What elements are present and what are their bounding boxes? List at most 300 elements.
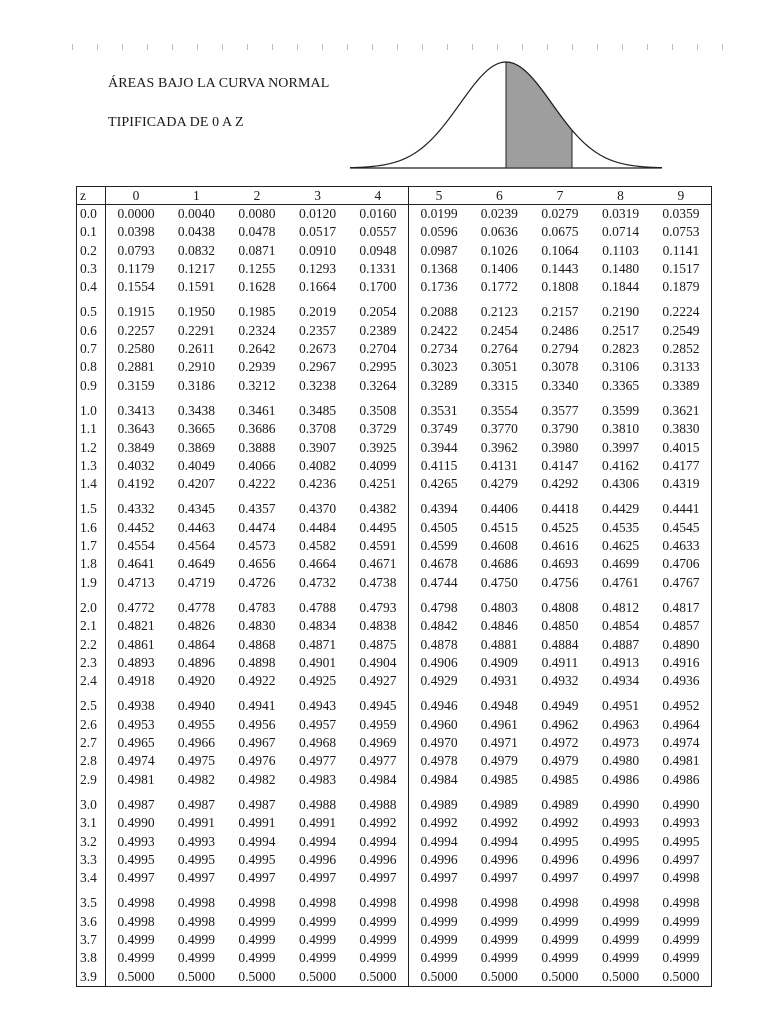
area-value-cell: 0.4834 [299,618,337,634]
z-value-cell: 3.1 [77,814,106,832]
area-value-cell: 0.4940 [177,698,215,714]
area-value-cell: 0.4890 [662,636,700,652]
area-value-cell: 0.3686 [238,421,276,437]
scan-tick [97,44,98,50]
table-row [77,771,712,789]
area-value-cell: 0.3869 [177,439,215,455]
scan-tick [447,44,448,50]
area-value-cell: 0.2642 [238,341,276,357]
area-value-cell: 0.4955 [177,716,215,732]
table-row [77,223,712,241]
area-value-cell: 0.4987 [117,796,155,812]
area-value-cell: 0.2257 [117,322,155,338]
area-value-cell: 0.4744 [420,574,458,590]
table-row [77,278,712,296]
area-value-cell: 0.4985 [480,771,518,787]
area-value-cell: 0.4279 [480,476,518,492]
area-value-cell: 0.3438 [177,402,215,418]
table-row [77,377,712,395]
scan-tick [672,44,673,50]
area-value-cell: 0.4916 [662,654,700,670]
scan-tick [572,44,573,50]
area-value-cell: 0.4978 [420,753,458,769]
area-value-cell: 0.4996 [348,851,409,869]
area-value-cell: 0.4999 [601,913,640,929]
area-value-cell: 0.4778 [177,599,215,615]
z-value-cell: 0.2 [77,242,106,260]
area-value-cell: 0.4909 [480,654,518,670]
group-spacer [77,395,712,402]
area-value-cell: 0.4854 [601,618,640,634]
area-value-cell: 0.4989 [541,796,579,812]
scan-tick [497,44,498,50]
area-value-cell: 0.4992 [541,815,579,831]
area-value-cell: 0.4987 [177,796,215,812]
area-value-cell: 0.1700 [348,278,409,296]
area-value-cell: 0.3264 [348,377,409,395]
area-value-cell: 0.4999 [117,931,155,947]
z-value-cell: 3.2 [77,833,106,851]
area-value-cell: 0.0871 [238,242,276,258]
area-value-cell: 0.5000 [420,968,458,984]
area-value-cell: 0.4977 [299,753,337,769]
area-value-cell: 0.3413 [117,402,155,418]
area-value-cell: 0.4973 [601,735,640,751]
area-value-cell: 0.4783 [238,599,276,615]
area-value-cell: 0.1443 [541,260,579,276]
area-value-cell: 0.5000 [541,968,579,984]
area-value-cell: 0.4972 [541,735,579,751]
table-row [77,617,712,635]
area-value-cell: 0.4985 [541,771,579,787]
area-value-cell: 0.4998 [299,895,337,911]
area-value-cell: 0.3159 [117,377,155,393]
area-value-cell: 0.4846 [480,618,518,634]
area-value-cell: 0.5000 [238,968,276,984]
area-value-cell: 0.4934 [601,673,640,689]
area-value-cell: 0.1915 [117,304,155,320]
area-value-cell: 0.4925 [299,673,337,689]
area-value-cell: 0.4988 [348,796,409,814]
area-value-cell: 0.4965 [117,735,155,751]
area-value-cell: 0.4115 [420,457,458,473]
table-row [77,475,712,493]
area-value-cell: 0.3849 [117,439,155,455]
area-value-cell: 0.4495 [348,519,409,537]
group-spacer [77,592,712,599]
area-value-cell: 0.0040 [177,206,215,221]
area-value-cell: 0.0910 [299,242,337,258]
area-value-cell: 0.1950 [177,304,215,320]
area-value-cell: 0.4713 [117,574,155,590]
area-value-cell: 0.1064 [541,242,579,258]
area-value-cell: 0.5000 [480,968,518,984]
scan-tick [322,44,323,50]
z-value-cell: 2.0 [77,599,106,617]
area-value-cell: 0.1103 [602,242,639,258]
z-value-cell: 2.6 [77,716,106,734]
area-value-cell: 0.4826 [177,618,215,634]
scan-tick [72,44,73,50]
area-value-cell: 0.4953 [117,716,155,732]
table-row [77,752,712,770]
area-value-cell: 0.2611 [178,341,215,357]
area-value-cell: 0.4830 [238,618,276,634]
area-value-cell: 0.3980 [541,439,579,455]
area-value-cell: 0.4726 [238,574,276,590]
z-value-cell: 0.1 [77,223,106,241]
area-value-cell: 0.4756 [541,574,579,590]
area-value-cell: 0.4842 [420,618,458,634]
area-value-cell: 0.3186 [177,377,215,393]
z-value-cell: 3.9 [77,968,106,987]
area-value-cell: 0.4997 [601,870,640,886]
area-value-cell: 0.4997 [662,851,700,867]
area-value-cell: 0.4875 [348,636,409,654]
area-value-cell: 0.4991 [177,815,215,831]
area-value-cell: 0.3365 [601,377,640,393]
area-value-cell: 0.4945 [348,697,409,715]
area-value-cell: 0.4750 [480,574,518,590]
area-value-cell: 0.4982 [238,771,276,787]
area-value-cell: 0.4881 [480,636,518,652]
header-row [77,187,712,205]
area-value-cell: 0.4971 [480,735,518,751]
area-value-cell: 0.4997 [420,870,458,886]
area-value-cell: 0.0793 [117,242,155,258]
z-value-cell: 3.7 [77,931,106,949]
area-value-cell: 0.4977 [348,752,409,770]
area-value-cell: 0.4998 [480,895,518,911]
area-value-cell: 0.1628 [238,279,276,295]
area-value-cell: 0.4999 [299,931,337,947]
area-value-cell: 0.4992 [480,815,518,831]
scan-tick [422,44,423,50]
area-value-cell: 0.5000 [117,968,155,984]
area-value-cell: 0.0160 [348,205,409,224]
area-value-cell: 0.4999 [601,950,640,966]
area-value-cell: 0.4999 [348,913,409,931]
scan-tick [147,44,148,50]
table-row [77,358,712,376]
header-col: 5 [408,187,469,205]
area-value-cell: 0.2157 [541,304,579,320]
area-value-cell: 0.4772 [117,599,155,615]
z-value-cell: 2.3 [77,654,106,672]
area-value-cell: 0.2734 [420,341,458,357]
z-value-cell: 0.3 [77,260,106,278]
area-value-cell: 0.4545 [662,519,700,535]
area-value-cell: 0.4984 [420,771,458,787]
area-value-cell: 0.4992 [348,814,409,832]
area-value-cell: 0.4505 [420,519,458,535]
area-value-cell: 0.4808 [541,599,579,615]
z-value-cell: 3.5 [77,894,106,912]
area-value-cell: 0.1406 [480,260,518,276]
area-value-cell: 0.2088 [420,304,458,320]
table-row [77,555,712,573]
table-row [77,672,712,690]
area-value-cell: 0.3051 [480,359,518,375]
area-value-cell: 0.4999 [177,950,215,966]
area-value-cell: 0.2422 [420,322,458,338]
area-value-cell: 0.4920 [177,673,215,689]
area-value-cell: 0.4975 [177,753,215,769]
table-row [77,851,712,869]
area-value-cell: 0.4999 [238,931,276,947]
area-value-cell: 0.4999 [177,931,215,947]
area-value-cell: 0.4989 [420,796,458,812]
area-value-cell: 0.0359 [662,206,700,221]
area-value-cell: 0.4981 [117,771,155,787]
area-value-cell: 0.4999 [662,913,700,929]
z-value-cell: 0.6 [77,322,106,340]
area-value-cell: 0.4463 [177,519,215,535]
area-value-cell: 0.4996 [299,851,337,867]
area-value-cell: 0.4066 [238,457,276,473]
area-value-cell: 0.4793 [348,599,409,617]
area-value-cell: 0.4993 [177,833,215,849]
area-value-cell: 0.4370 [299,501,337,517]
area-value-cell: 0.4357 [238,501,276,517]
area-value-cell: 0.1879 [662,279,700,295]
z-value-cell: 2.8 [77,752,106,770]
area-value-cell: 0.4884 [541,636,579,652]
area-value-cell: 0.0596 [420,224,458,240]
header-col: 3 [287,187,348,205]
area-value-cell: 0.2881 [117,359,155,375]
area-value-cell: 0.4918 [117,673,155,689]
area-value-cell: 0.4474 [238,519,276,535]
area-value-cell: 0.2823 [601,341,640,357]
area-value-cell: 0.4599 [420,538,458,554]
area-value-cell: 0.4999 [601,931,640,947]
area-value-cell: 0.2967 [299,359,337,375]
area-value-cell: 0.4236 [299,476,337,492]
area-value-cell: 0.0832 [177,242,215,258]
area-value-cell: 0.4484 [299,519,337,535]
area-value-cell: 0.4998 [117,895,155,911]
z-table [76,186,712,987]
table-row [77,931,712,949]
area-value-cell: 0.4961 [480,716,518,732]
area-value-cell: 0.4591 [348,537,409,555]
area-value-cell: 0.3023 [420,359,458,375]
area-value-cell: 0.0987 [420,242,458,258]
area-value-cell: 0.4992 [420,815,458,831]
header-z: z [77,187,106,205]
area-value-cell: 0.4966 [177,735,215,751]
area-value-cell: 0.4969 [348,734,409,752]
area-value-cell: 0.4906 [420,654,458,670]
area-value-cell: 0.4994 [348,833,409,851]
scan-tick [297,44,298,50]
area-value-cell: 0.4979 [541,753,579,769]
area-value-cell: 0.4997 [238,870,276,886]
area-value-cell: 0.4999 [420,950,458,966]
area-value-cell: 0.4608 [480,538,518,554]
area-value-cell: 0.2673 [299,341,337,357]
z-value-cell: 3.6 [77,913,106,931]
scan-tick [597,44,598,50]
area-value-cell: 0.0557 [348,223,409,241]
table-row [77,949,712,967]
area-value-cell: 0.4767 [662,574,700,590]
scan-tick [222,44,223,50]
area-value-cell: 0.4678 [420,556,458,572]
area-value-cell: 0.4015 [662,439,700,455]
area-value-cell: 0.3289 [420,377,458,393]
scan-tick [397,44,398,50]
group-spacer [77,789,712,796]
area-value-cell: 0.0080 [238,206,276,221]
area-value-cell: 0.3944 [420,439,458,455]
area-value-cell: 0.2517 [601,322,640,338]
area-value-cell: 0.4999 [480,931,518,947]
area-value-cell: 0.4999 [480,950,518,966]
area-value-cell: 0.1985 [238,304,276,320]
area-value-cell: 0.4998 [177,913,215,929]
area-value-cell: 0.4998 [117,913,155,929]
area-value-cell: 0.4993 [117,833,155,849]
area-value-cell: 0.4838 [348,617,409,635]
area-value-cell: 0.4995 [238,851,276,867]
area-value-cell: 0.4995 [177,851,215,867]
area-value-cell: 0.3389 [662,377,700,393]
area-value-cell: 0.2939 [238,359,276,375]
area-value-cell: 0.4999 [541,931,579,947]
area-value-cell: 0.4251 [348,475,409,493]
area-value-cell: 0.4131 [480,457,518,473]
area-value-cell: 0.3643 [117,421,155,437]
area-value-cell: 0.4564 [177,538,215,554]
area-value-cell: 0.0753 [662,224,700,240]
area-value-cell: 0.4998 [177,895,215,911]
area-value-cell: 0.4850 [541,618,579,634]
area-value-cell: 0.4738 [348,574,409,592]
area-value-cell: 0.4995 [601,833,640,849]
area-value-cell: 0.4991 [238,815,276,831]
area-value-cell: 0.4984 [348,771,409,789]
table-row [77,340,712,358]
area-value-cell: 0.0438 [177,224,215,240]
area-value-cell: 0.3485 [299,402,337,418]
area-value-cell: 0.4406 [480,501,518,517]
area-value-cell: 0.3665 [177,421,215,437]
area-value-cell: 0.4821 [117,618,155,634]
area-value-cell: 0.3461 [238,402,276,418]
area-value-cell: 0.3554 [480,402,518,418]
z-value-cell: 1.6 [77,519,106,537]
z-value-cell: 1.3 [77,457,106,475]
header-col: 8 [590,187,651,205]
area-value-cell: 0.4938 [117,698,155,714]
area-value-cell: 0.4999 [348,931,409,949]
table-row [77,322,712,340]
area-value-cell: 0.4049 [177,457,215,473]
area-value-cell: 0.4999 [348,949,409,967]
area-value-cell: 0.4207 [177,476,215,492]
area-value-cell: 0.4868 [238,636,276,652]
area-value-cell: 0.3078 [541,359,579,375]
area-value-cell: 0.4429 [601,501,640,517]
z-value-cell: 1.7 [77,537,106,555]
area-value-cell: 0.4099 [348,457,409,475]
scan-tick [272,44,273,50]
area-value-cell: 0.4441 [662,501,700,517]
area-value-cell: 0.3770 [480,421,518,437]
area-value-cell: 0.4974 [662,735,700,751]
area-value-cell: 0.4989 [480,796,518,812]
area-value-cell: 0.4812 [601,599,640,615]
area-value-cell: 0.4803 [480,599,518,615]
area-value-cell: 0.2054 [348,303,409,321]
area-value-cell: 0.2019 [299,304,337,320]
area-value-cell: 0.3997 [601,439,640,455]
area-value-cell: 0.4999 [117,950,155,966]
area-value-cell: 0.2357 [299,322,337,338]
z-value-cell: 1.0 [77,402,106,420]
area-value-cell: 0.5000 [177,968,215,984]
table-row [77,796,712,814]
area-value-cell: 0.4998 [348,894,409,912]
area-value-cell: 0.2910 [177,359,215,375]
area-value-cell: 0.4936 [662,673,700,689]
scan-tick [647,44,648,50]
table-row [77,654,712,672]
area-value-cell: 0.4999 [541,913,579,929]
area-value-cell: 0.4788 [299,599,337,615]
area-value-cell: 0.4997 [348,869,409,887]
area-value-cell: 0.4970 [420,735,458,751]
scan-border-ticks [72,44,722,52]
area-value-cell: 0.4345 [177,501,215,517]
scan-tick [472,44,473,50]
area-value-cell: 0.4693 [541,556,579,572]
area-value-cell: 0.4931 [480,673,518,689]
area-value-cell: 0.4649 [177,556,215,572]
area-value-cell: 0.4952 [662,698,700,714]
table-body [77,205,712,987]
header-col: 1 [166,187,227,205]
table-row [77,242,712,260]
table-row [77,894,712,912]
area-value-cell: 0.1772 [480,279,518,295]
table-row [77,402,712,420]
scan-tick [722,44,723,50]
area-value-cell: 0.4671 [348,555,409,573]
area-value-cell: 0.2123 [480,304,518,320]
area-value-cell: 0.4994 [238,833,276,849]
area-value-cell: 0.3106 [601,359,640,375]
area-value-cell: 0.2580 [117,341,155,357]
area-value-cell: 0.2190 [601,304,640,320]
area-value-cell: 0.4967 [238,735,276,751]
area-value-cell: 0.3749 [420,421,458,437]
area-value-cell: 0.3238 [299,377,337,393]
group-spacer [77,493,712,500]
z-value-cell: 2.4 [77,672,106,690]
area-value-cell: 0.4960 [420,716,458,732]
area-value-cell: 0.3577 [541,402,579,418]
area-value-cell: 0.4941 [238,698,276,714]
area-value-cell: 0.4999 [238,913,276,929]
area-value-cell: 0.4699 [601,556,640,572]
table-row [77,814,712,832]
z-value-cell: 2.9 [77,771,106,789]
area-value-cell: 0.4986 [662,771,700,787]
area-value-cell: 0.4932 [541,673,579,689]
